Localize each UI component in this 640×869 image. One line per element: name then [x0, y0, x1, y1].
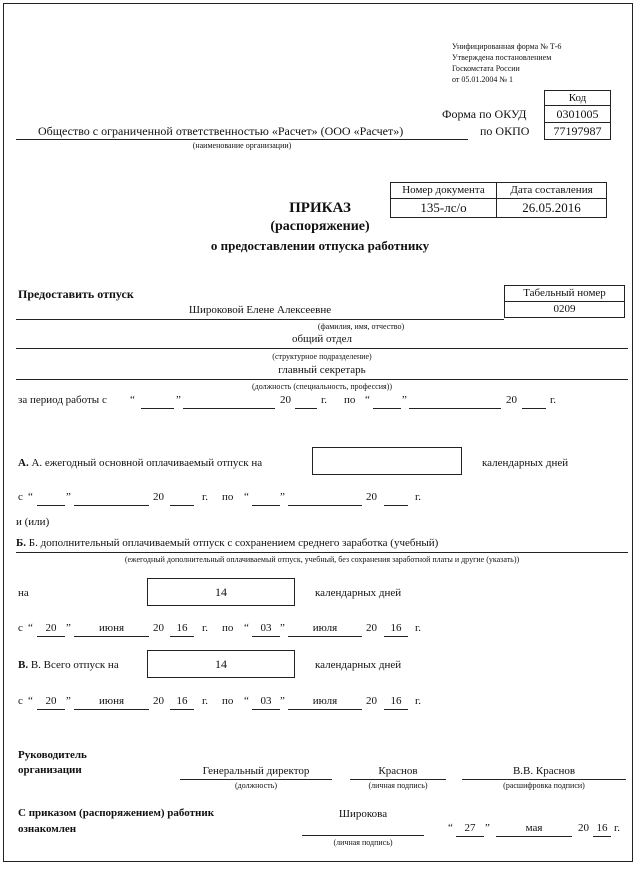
section-b-to-rq: ”	[280, 622, 285, 634]
okud-label: Форма по ОКУД	[442, 107, 527, 121]
head-signature-caption: (личная подпись)	[368, 781, 428, 790]
section-b-to-year-line	[384, 636, 408, 637]
section-a-to-lq: “	[244, 491, 249, 503]
tab-number-label: Табельный номер	[504, 285, 625, 302]
head-label-line1: Руководитель	[18, 749, 87, 761]
section-b-to-label: по	[222, 622, 234, 634]
section-v-days: 14	[147, 650, 295, 678]
section-v-from-day-line	[37, 709, 65, 710]
head-position-line	[180, 779, 332, 780]
section-v-from-year: 16	[176, 695, 188, 707]
section-b-on-label: на	[18, 587, 29, 599]
section-a-from-label: с	[18, 491, 23, 503]
head-signature-line	[350, 779, 446, 780]
section-v-label: В. В. Всего отпуск на	[18, 659, 119, 671]
work-period-to-label: по	[344, 394, 356, 406]
head-signature: Краснов	[378, 765, 418, 777]
position-caption: (должность (специальность, профессия))	[252, 382, 392, 391]
section-a-days-label: календарных дней	[482, 457, 569, 469]
okpo-code: 77197987	[544, 122, 611, 140]
grant-leave-label: Предоставить отпуск	[18, 287, 134, 301]
section-b-from-label: с	[18, 622, 23, 634]
head-decoding-caption: (расшифровка подписи)	[503, 781, 585, 790]
ack-day: 27	[464, 822, 476, 834]
ack-label-line1: С приказом (распоряжением) работник	[18, 807, 215, 819]
employee-name-line	[16, 319, 504, 320]
section-v-from-label: с	[18, 695, 23, 707]
section-b-from-day: 20	[45, 622, 57, 634]
head-position: Генеральный директор	[202, 765, 310, 777]
title-subject: о предоставлении отпуска работнику	[210, 238, 430, 253]
work-period-from-lq: “	[130, 394, 135, 406]
department: общий отдел	[291, 333, 353, 345]
work-period-from-rq: ”	[176, 394, 181, 406]
ack-lq: “	[448, 822, 453, 834]
work-period-to-year-line	[522, 408, 546, 409]
section-b-to-year-prefix: 20	[366, 622, 377, 634]
section-a-from-rq: ”	[66, 491, 71, 503]
form-authority-line: Госкомстата России	[452, 64, 520, 73]
ack-year: 16	[596, 822, 608, 834]
section-b-from-rq: ”	[66, 622, 71, 634]
head-decoding: В.В. Краснов	[512, 765, 576, 777]
section-v-from-month: июня	[98, 695, 125, 707]
work-period-from-day-line	[141, 408, 174, 409]
organization-line	[16, 139, 468, 140]
ack-day-line	[456, 836, 484, 837]
section-b-from-month-line	[74, 636, 149, 637]
work-period-from-month-line	[183, 408, 275, 409]
ack-year-suffix: г.	[614, 822, 621, 834]
code-header: Код	[544, 90, 611, 106]
okud-code: 0301005	[544, 105, 611, 123]
section-v-text: В. Всего отпуск на	[30, 659, 119, 671]
work-period-from-year-line	[295, 408, 317, 409]
department-line	[16, 348, 628, 349]
section-a-from-lq: “	[28, 491, 33, 503]
section-v-to-year: 16	[390, 695, 402, 707]
section-v-from-year-line	[170, 709, 194, 710]
section-v-to-month-line	[288, 709, 362, 710]
section-v-to-year-suffix: г.	[415, 695, 422, 707]
section-v-to-day: 03	[260, 695, 272, 707]
work-period-to-month-line	[409, 408, 501, 409]
ack-rq: ”	[485, 822, 490, 834]
section-a-text: А. ежегодный основной оплачиваемый отпуск на	[31, 457, 263, 469]
section-a-to-year-suffix: г.	[415, 491, 422, 503]
section-b-to-lq: “	[244, 622, 249, 634]
doc-date: 26.05.2016	[496, 198, 607, 218]
section-v-to-label: по	[222, 695, 234, 707]
section-v-to-lq: “	[244, 695, 249, 707]
form-name-line: Унифицированная форма № Т-6	[452, 42, 562, 51]
section-b-from-year-suffix: г.	[202, 622, 209, 634]
ack-signature-caption: (личная подпись)	[333, 838, 393, 847]
order-form-page	[3, 3, 633, 862]
employee-name: Широковой Елене Алексеевне	[188, 304, 332, 316]
form-approval-line: Утверждена постановлением	[452, 53, 552, 62]
section-b-from-month: июня	[98, 622, 125, 634]
work-period-to-year-prefix: 20	[506, 394, 517, 406]
organization-name: Общество с ограниченной ответственностью «Расчет» (ООО «Расчет»)	[38, 124, 404, 138]
organization-caption: (наименование организации)	[192, 141, 292, 150]
section-a-to-rq: ”	[280, 491, 285, 503]
section-a-to-day-line	[252, 505, 280, 506]
title-disposition: (распоряжение)	[270, 219, 370, 234]
head-position-caption: (должность)	[235, 781, 277, 790]
section-b-from-lq: “	[28, 622, 33, 634]
section-b-to-month: июля	[312, 622, 338, 634]
position: главный секретарь	[278, 364, 366, 376]
section-v-from-month-line	[74, 709, 149, 710]
section-b-days-label: календарных дней	[315, 587, 402, 599]
section-b-from-year-line	[170, 636, 194, 637]
section-v-from-lq: “	[28, 695, 33, 707]
section-v-to-month: июля	[312, 695, 338, 707]
section-v-to-rq: ”	[280, 695, 285, 707]
section-v-from-year-suffix: г.	[202, 695, 209, 707]
head-decoding-line	[462, 779, 626, 780]
section-b-to-year: 16	[390, 622, 402, 634]
section-v-days-label: календарных дней	[315, 659, 402, 671]
section-v-to-day-line	[252, 709, 280, 710]
work-period-to-year-suffix: г.	[550, 394, 557, 406]
ack-label-line2: ознакомлен	[18, 823, 77, 835]
work-period-to-lq: “	[365, 394, 370, 406]
section-a-to-year-line	[384, 505, 408, 506]
section-a-from-month-line	[74, 505, 149, 506]
work-period-from-label: за период работы с	[18, 394, 107, 406]
section-b-label: Б. Б. дополнительный оплачиваемый отпуск с сохранением среднего заработка (учебный)	[16, 537, 439, 549]
section-b-from-year-prefix: 20	[153, 622, 164, 634]
doc-number: 135-лс/о	[390, 198, 497, 218]
section-v-from-year-prefix: 20	[153, 695, 164, 707]
section-a-from-year-line	[170, 505, 194, 506]
ack-year-line	[593, 836, 611, 837]
department-caption: (структурное подразделение)	[272, 352, 372, 361]
doc-number-label: Номер документа	[390, 182, 497, 199]
work-period-to-day-line	[373, 408, 401, 409]
section-b-line	[16, 552, 628, 553]
ack-month: мая	[525, 822, 543, 834]
section-a-days	[312, 447, 462, 475]
section-b-to-month-line	[288, 636, 362, 637]
section-v-to-year-prefix: 20	[366, 695, 377, 707]
ack-signature-line	[302, 835, 424, 836]
okpo-label: по ОКПО	[480, 124, 530, 138]
work-period-from-year-suffix: г.	[321, 394, 328, 406]
ack-signature: Широкова	[338, 808, 388, 820]
section-b-from-year: 16	[176, 622, 188, 634]
title-order: ПРИКАЗ	[289, 200, 351, 216]
position-line	[16, 379, 628, 380]
head-label-line2: организации	[18, 764, 82, 776]
employee-name-caption: (фамилия, имя, отчество)	[317, 322, 405, 331]
ack-year-prefix: 20	[578, 822, 589, 834]
work-period-to-rq: ”	[402, 394, 407, 406]
section-a-to-label: по	[222, 491, 234, 503]
and-or-label: и (или)	[16, 516, 50, 528]
section-a-from-day-line	[37, 505, 65, 506]
section-b-caption: (ежегодный дополнительный оплачиваемый отпуск, учебный, без сохранения заработной платы и другие (указать))	[124, 555, 520, 564]
section-b-to-year-suffix: г.	[415, 622, 422, 634]
section-b-from-day-line	[37, 636, 65, 637]
section-v-from-day: 20	[45, 695, 57, 707]
section-v-from-rq: ”	[66, 695, 71, 707]
work-period-from-year-prefix: 20	[280, 394, 291, 406]
section-a-to-month-line	[288, 505, 362, 506]
section-a-label: А. А. ежегодный основной оплачиваемый отпуск на	[18, 457, 263, 469]
section-a-from-year-prefix: 20	[153, 491, 164, 503]
tab-number: 0209	[504, 301, 625, 318]
section-v-to-year-line	[384, 709, 408, 710]
form-date-line: от 05.01.2004 № 1	[452, 75, 514, 84]
section-b-days: 14	[147, 578, 295, 606]
section-a-to-year-prefix: 20	[366, 491, 377, 503]
doc-date-label: Дата составления	[496, 182, 607, 199]
section-b-text: Б. дополнительный оплачиваемый отпуск с сохранением среднего заработка (учебный)	[28, 537, 439, 549]
section-b-to-day: 03	[260, 622, 272, 634]
section-a-from-year-suffix: г.	[202, 491, 209, 503]
section-b-to-day-line	[252, 636, 280, 637]
ack-month-line	[496, 836, 572, 837]
